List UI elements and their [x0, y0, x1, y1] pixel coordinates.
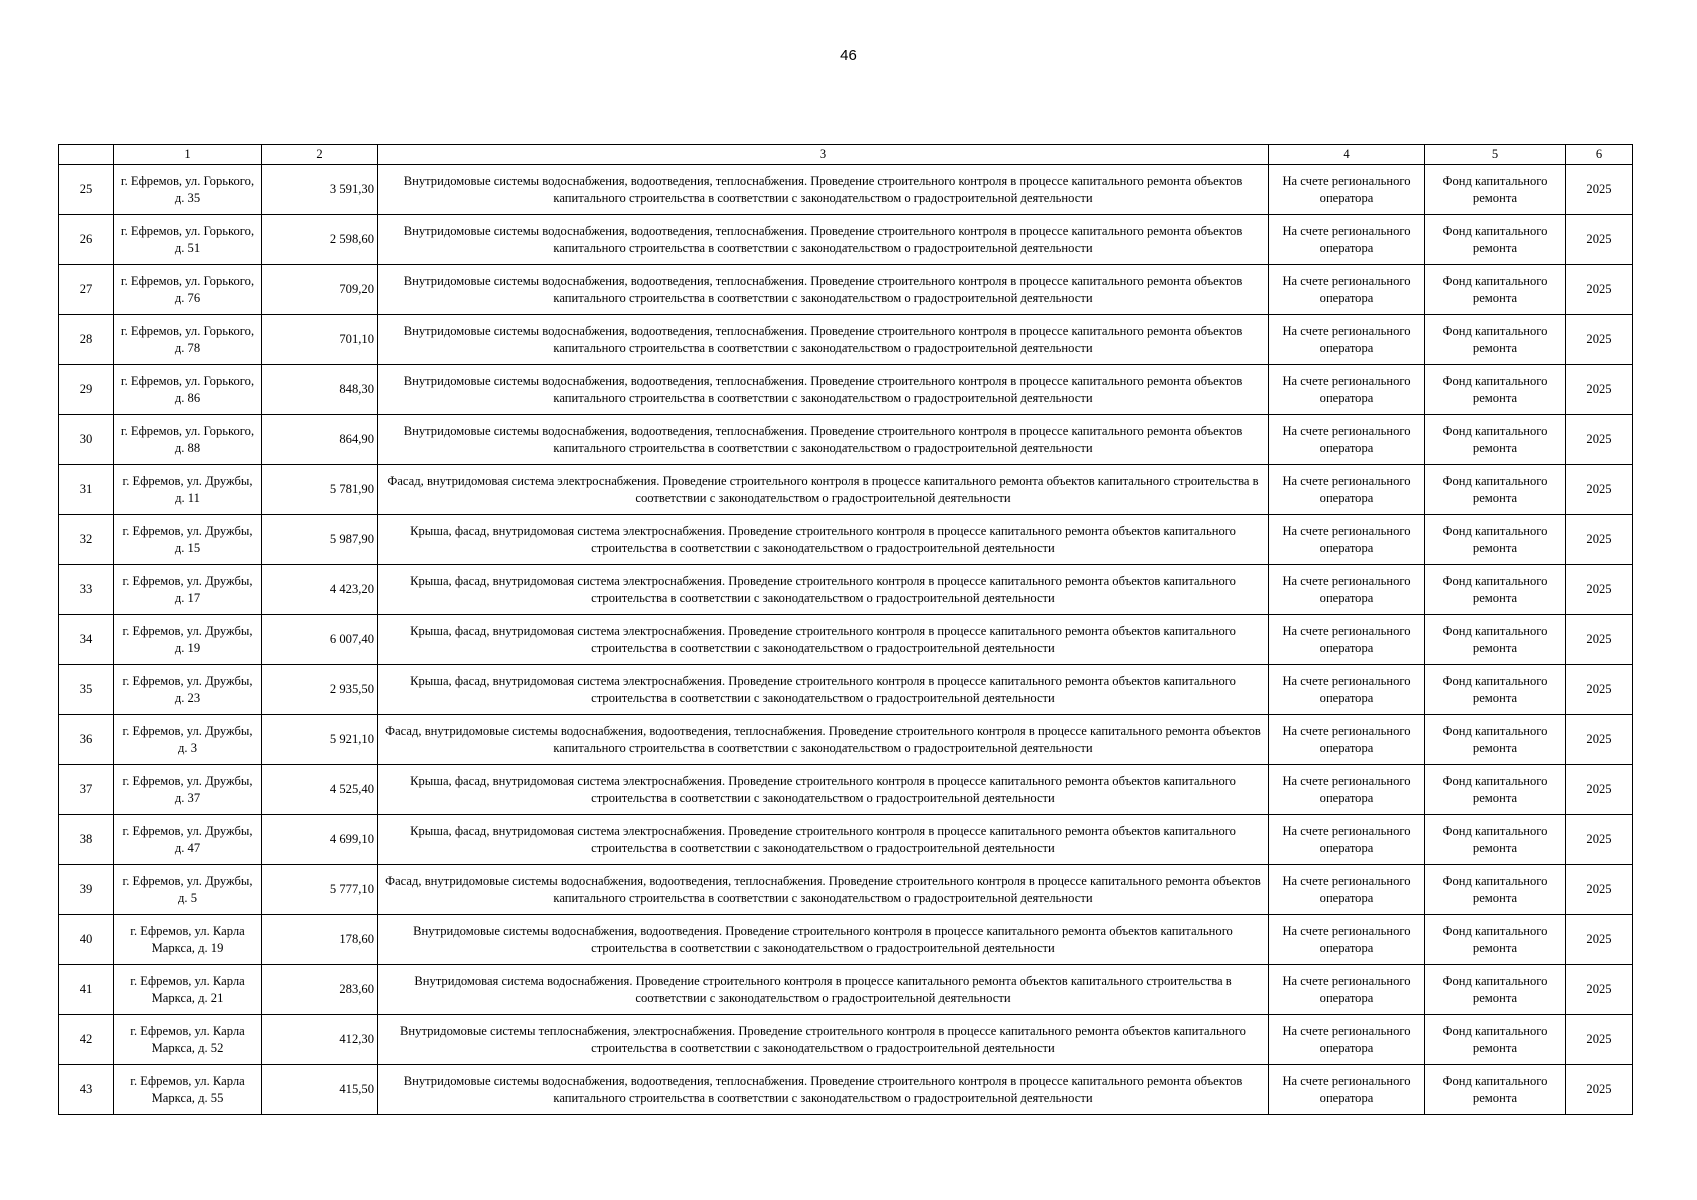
area-cell: 4 525,40 — [262, 765, 378, 815]
table-body — [59, 165, 1633, 1115]
fund-cell: Фонд капитального ремонта — [1425, 365, 1566, 415]
row-number: 33 — [59, 565, 114, 615]
address-cell: г. Ефремов, ул. Дружбы, д. 11 — [114, 465, 262, 515]
fund-cell: Фонд капитального ремонта — [1425, 1015, 1566, 1065]
row-number: 28 — [59, 315, 114, 365]
fund-cell: Фонд капитального ремонта — [1425, 315, 1566, 365]
year-cell: 2025 — [1566, 365, 1633, 415]
works-description-cell: Фасад, внутридомовые системы водоснабжения, водоотведения, теплоснабжения. Проведение строительного контроля в процессе капитального ремонта объектов капитального строительства в соответствии с законодательством о градостроительной деятельности — [378, 715, 1269, 765]
page-number: 46 — [840, 47, 857, 64]
address-cell: г. Ефремов, ул. Дружбы, д. 17 — [114, 565, 262, 615]
row-number: 36 — [59, 715, 114, 765]
row-number: 41 — [59, 965, 114, 1015]
area-cell: 5 777,10 — [262, 865, 378, 915]
fund-cell: Фонд капитального ремонта — [1425, 865, 1566, 915]
works-description-cell: Внутридомовые системы водоснабжения, водоотведения. Проведение строительного контроля в процессе капитального ремонта объектов капитального строительства в соответствии с законодательством о градостроительной деятельности — [378, 915, 1269, 965]
works-description-cell: Фасад, внутридомовая система электроснабжения. Проведение строительного контроля в процессе капитального ремонта объектов капитального строительства в соответствии с законодательством о градостроительной деятельности — [378, 465, 1269, 515]
area-cell: 178,60 — [262, 915, 378, 965]
table-row — [59, 915, 1633, 965]
row-number: 40 — [59, 915, 114, 965]
area-cell: 701,10 — [262, 315, 378, 365]
table-row — [59, 515, 1633, 565]
funding-account-cell: На счете регионального оператора — [1269, 865, 1425, 915]
address-cell: г. Ефремов, ул. Дружбы, д. 47 — [114, 815, 262, 865]
row-number: 31 — [59, 465, 114, 515]
fund-cell: Фонд капитального ремонта — [1425, 665, 1566, 715]
table-row — [59, 865, 1633, 915]
year-cell: 2025 — [1566, 1065, 1633, 1115]
fund-cell: Фонд капитального ремонта — [1425, 715, 1566, 765]
row-number: 38 — [59, 815, 114, 865]
year-cell: 2025 — [1566, 515, 1633, 565]
area-cell: 5 921,10 — [262, 715, 378, 765]
header-cell-3: 3 — [378, 145, 1269, 165]
header-cell-6: 6 — [1566, 145, 1633, 165]
fund-cell: Фонд капитального ремонта — [1425, 515, 1566, 565]
funding-account-cell: На счете регионального оператора — [1269, 915, 1425, 965]
funding-account-cell: На счете регионального оператора — [1269, 215, 1425, 265]
year-cell: 2025 — [1566, 765, 1633, 815]
row-number: 42 — [59, 1015, 114, 1065]
table-row — [59, 1065, 1633, 1115]
header-cell-5: 5 — [1425, 145, 1566, 165]
address-cell: г. Ефремов, ул. Карла Маркса, д. 21 — [114, 965, 262, 1015]
header-cell-4: 4 — [1269, 145, 1425, 165]
year-cell: 2025 — [1566, 265, 1633, 315]
works-description-cell: Крыша, фасад, внутридомовая система электроснабжения. Проведение строительного контроля в процессе капитального ремонта объектов капитального строительства в соответствии с законодательством о градостроительной деятельности — [378, 615, 1269, 665]
works-description-cell: Внутридомовые системы водоснабжения, водоотведения, теплоснабжения. Проведение строительного контроля в процессе капитального ремонта объектов капитального строительства в соответствии с законодательством о градостроительной деятельности — [378, 315, 1269, 365]
row-number: 26 — [59, 215, 114, 265]
funding-account-cell: На счете регионального оператора — [1269, 515, 1425, 565]
year-cell: 2025 — [1566, 315, 1633, 365]
year-cell: 2025 — [1566, 865, 1633, 915]
table-row — [59, 665, 1633, 715]
year-cell: 2025 — [1566, 965, 1633, 1015]
address-cell: г. Ефремов, ул. Горького, д. 76 — [114, 265, 262, 315]
row-number: 27 — [59, 265, 114, 315]
fund-cell: Фонд капитального ремонта — [1425, 565, 1566, 615]
funding-account-cell: На счете регионального оператора — [1269, 665, 1425, 715]
fund-cell: Фонд капитального ремонта — [1425, 165, 1566, 215]
funding-account-cell: На счете регионального оператора — [1269, 765, 1425, 815]
year-cell: 2025 — [1566, 615, 1633, 665]
works-description-cell: Внутридомовые системы водоснабжения, водоотведения, теплоснабжения. Проведение строительного контроля в процессе капитального ремонта объектов капитального строительства в соответствии с законодательством о градостроительной деятельности — [378, 1065, 1269, 1115]
table-row — [59, 715, 1633, 765]
year-cell: 2025 — [1566, 1015, 1633, 1065]
row-number: 37 — [59, 765, 114, 815]
works-description-cell: Крыша, фасад, внутридомовая система электроснабжения. Проведение строительного контроля в процессе капитального ремонта объектов капитального строительства в соответствии с законодательством о градостроительной деятельности — [378, 765, 1269, 815]
works-description-cell: Крыша, фасад, внутридомовая система электроснабжения. Проведение строительного контроля в процессе капитального ремонта объектов капитального строительства в соответствии с законодательством о градостроительной деятельности — [378, 815, 1269, 865]
row-number: 34 — [59, 615, 114, 665]
table-row — [59, 165, 1633, 215]
row-number: 32 — [59, 515, 114, 565]
works-description-cell: Внутридомовые системы водоснабжения, водоотведения, теплоснабжения. Проведение строительного контроля в процессе капитального ремонта объектов капитального строительства в соответствии с законодательством о градостроительной деятельности — [378, 165, 1269, 215]
area-cell: 415,50 — [262, 1065, 378, 1115]
fund-cell: Фонд капитального ремонта — [1425, 915, 1566, 965]
area-cell: 864,90 — [262, 415, 378, 465]
year-cell: 2025 — [1566, 215, 1633, 265]
address-cell: г. Ефремов, ул. Горького, д. 35 — [114, 165, 262, 215]
year-cell: 2025 — [1566, 715, 1633, 765]
table-row — [59, 265, 1633, 315]
table-row — [59, 215, 1633, 265]
year-cell: 2025 — [1566, 565, 1633, 615]
fund-cell: Фонд капитального ремонта — [1425, 215, 1566, 265]
works-description-cell: Внутридомовые системы водоснабжения, водоотведения, теплоснабжения. Проведение строительного контроля в процессе капитального ремонта объектов капитального строительства в соответствии с законодательством о градостроительной деятельности — [378, 415, 1269, 465]
area-cell: 5 987,90 — [262, 515, 378, 565]
area-cell: 709,20 — [262, 265, 378, 315]
area-cell: 6 007,40 — [262, 615, 378, 665]
year-cell: 2025 — [1566, 165, 1633, 215]
area-cell: 2 598,60 — [262, 215, 378, 265]
table-row — [59, 765, 1633, 815]
row-number: 29 — [59, 365, 114, 415]
funding-account-cell: На счете регионального оператора — [1269, 615, 1425, 665]
works-description-cell: Внутридомовые системы водоснабжения, водоотведения, теплоснабжения. Проведение строительного контроля в процессе капитального ремонта объектов капитального строительства в соответствии с законодательством о градостроительной деятельности — [378, 265, 1269, 315]
address-cell: г. Ефремов, ул. Дружбы, д. 5 — [114, 865, 262, 915]
address-cell: г. Ефремов, ул. Дружбы, д. 23 — [114, 665, 262, 715]
funding-account-cell: На счете регионального оператора — [1269, 1065, 1425, 1115]
table-row — [59, 365, 1633, 415]
area-cell: 283,60 — [262, 965, 378, 1015]
year-cell: 2025 — [1566, 465, 1633, 515]
table-row — [59, 565, 1633, 615]
funding-account-cell: На счете регионального оператора — [1269, 315, 1425, 365]
funding-account-cell: На счете регионального оператора — [1269, 265, 1425, 315]
fund-cell: Фонд капитального ремонта — [1425, 765, 1566, 815]
header-cell-2: 2 — [262, 145, 378, 165]
area-cell: 3 591,30 — [262, 165, 378, 215]
address-cell: г. Ефремов, ул. Дружбы, д. 37 — [114, 765, 262, 815]
funding-account-cell: На счете регионального оператора — [1269, 465, 1425, 515]
works-description-cell: Внутридомовая система водоснабжения. Проведение строительного контроля в процессе капитального ремонта объектов капитального строительства в соответствии с законодательством о градостроительной деятельности — [378, 965, 1269, 1015]
header-cell-1: 1 — [114, 145, 262, 165]
funding-account-cell: На счете регионального оператора — [1269, 565, 1425, 615]
address-cell: г. Ефремов, ул. Горького, д. 51 — [114, 215, 262, 265]
area-cell: 412,30 — [262, 1015, 378, 1065]
fund-cell: Фонд капитального ремонта — [1425, 1065, 1566, 1115]
address-cell: г. Ефремов, ул. Карла Маркса, д. 19 — [114, 915, 262, 965]
area-cell: 4 423,20 — [262, 565, 378, 615]
table-row — [59, 465, 1633, 515]
works-description-cell: Внутридомовые системы водоснабжения, водоотведения, теплоснабжения. Проведение строительного контроля в процессе капитального ремонта объектов капитального строительства в соответствии с законодательством о градостроительной деятельности — [378, 365, 1269, 415]
table-row — [59, 965, 1633, 1015]
fund-cell: Фонд капитального ремонта — [1425, 265, 1566, 315]
funding-account-cell: На счете регионального оператора — [1269, 965, 1425, 1015]
funding-account-cell: На счете регионального оператора — [1269, 165, 1425, 215]
address-cell: г. Ефремов, ул. Горького, д. 86 — [114, 365, 262, 415]
table-row — [59, 1015, 1633, 1065]
table-row — [59, 615, 1633, 665]
works-description-cell: Крыша, фасад, внутридомовая система электроснабжения. Проведение строительного контроля в процессе капитального ремонта объектов капитального строительства в соответствии с законодательством о градостроительной деятельности — [378, 515, 1269, 565]
fund-cell: Фонд капитального ремонта — [1425, 965, 1566, 1015]
works-description-cell: Крыша, фасад, внутридомовая система электроснабжения. Проведение строительного контроля в процессе капитального ремонта объектов капитального строительства в соответствии с законодательством о градостроительной деятельности — [378, 665, 1269, 715]
address-cell: г. Ефремов, ул. Дружбы, д. 3 — [114, 715, 262, 765]
area-cell: 5 781,90 — [262, 465, 378, 515]
works-description-cell: Внутридомовые системы теплоснабжения, электроснабжения. Проведение строительного контроля в процессе капитального ремонта объектов капитального строительства в соответствии с законодательством о градостроительной деятельности — [378, 1015, 1269, 1065]
funding-account-cell: На счете регионального оператора — [1269, 815, 1425, 865]
address-cell: г. Ефремов, ул. Горького, д. 78 — [114, 315, 262, 365]
row-number: 25 — [59, 165, 114, 215]
row-number: 43 — [59, 1065, 114, 1115]
funding-account-cell: На счете регионального оператора — [1269, 415, 1425, 465]
row-number: 30 — [59, 415, 114, 465]
fund-cell: Фонд капитального ремонта — [1425, 465, 1566, 515]
fund-cell: Фонд капитального ремонта — [1425, 615, 1566, 665]
funding-account-cell: На счете регионального оператора — [1269, 715, 1425, 765]
address-cell: г. Ефремов, ул. Карла Маркса, д. 55 — [114, 1065, 262, 1115]
row-number: 39 — [59, 865, 114, 915]
works-description-cell: Фасад, внутридомовые системы водоснабжения, водоотведения, теплоснабжения. Проведение строительного контроля в процессе капитального ремонта объектов капитального строительства в соответствии с законодательством о градостроительной деятельности — [378, 865, 1269, 915]
repair-program-table — [58, 144, 1633, 1115]
year-cell: 2025 — [1566, 915, 1633, 965]
table-header — [59, 145, 1633, 165]
works-description-cell: Крыша, фасад, внутридомовая система электроснабжения. Проведение строительного контроля в процессе капитального ремонта объектов капитального строительства в соответствии с законодательством о градостроительной деятельности — [378, 565, 1269, 615]
address-cell: г. Ефремов, ул. Дружбы, д. 15 — [114, 515, 262, 565]
fund-cell: Фонд капитального ремонта — [1425, 815, 1566, 865]
year-cell: 2025 — [1566, 815, 1633, 865]
address-cell: г. Ефремов, ул. Дружбы, д. 19 — [114, 615, 262, 665]
table-row — [59, 315, 1633, 365]
header-row — [59, 145, 1633, 165]
funding-account-cell: На счете регионального оператора — [1269, 1015, 1425, 1065]
header-cell-num — [59, 145, 114, 165]
works-description-cell: Внутридомовые системы водоснабжения, водоотведения, теплоснабжения. Проведение строительного контроля в процессе капитального ремонта объектов капитального строительства в соответствии с законодательством о градостроительной деятельности — [378, 215, 1269, 265]
year-cell: 2025 — [1566, 665, 1633, 715]
area-cell: 2 935,50 — [262, 665, 378, 715]
row-number: 35 — [59, 665, 114, 715]
address-cell: г. Ефремов, ул. Горького, д. 88 — [114, 415, 262, 465]
address-cell: г. Ефремов, ул. Карла Маркса, д. 52 — [114, 1015, 262, 1065]
year-cell: 2025 — [1566, 415, 1633, 465]
funding-account-cell: На счете регионального оператора — [1269, 365, 1425, 415]
area-cell: 848,30 — [262, 365, 378, 415]
table-row — [59, 815, 1633, 865]
area-cell: 4 699,10 — [262, 815, 378, 865]
fund-cell: Фонд капитального ремонта — [1425, 415, 1566, 465]
table-row — [59, 415, 1633, 465]
